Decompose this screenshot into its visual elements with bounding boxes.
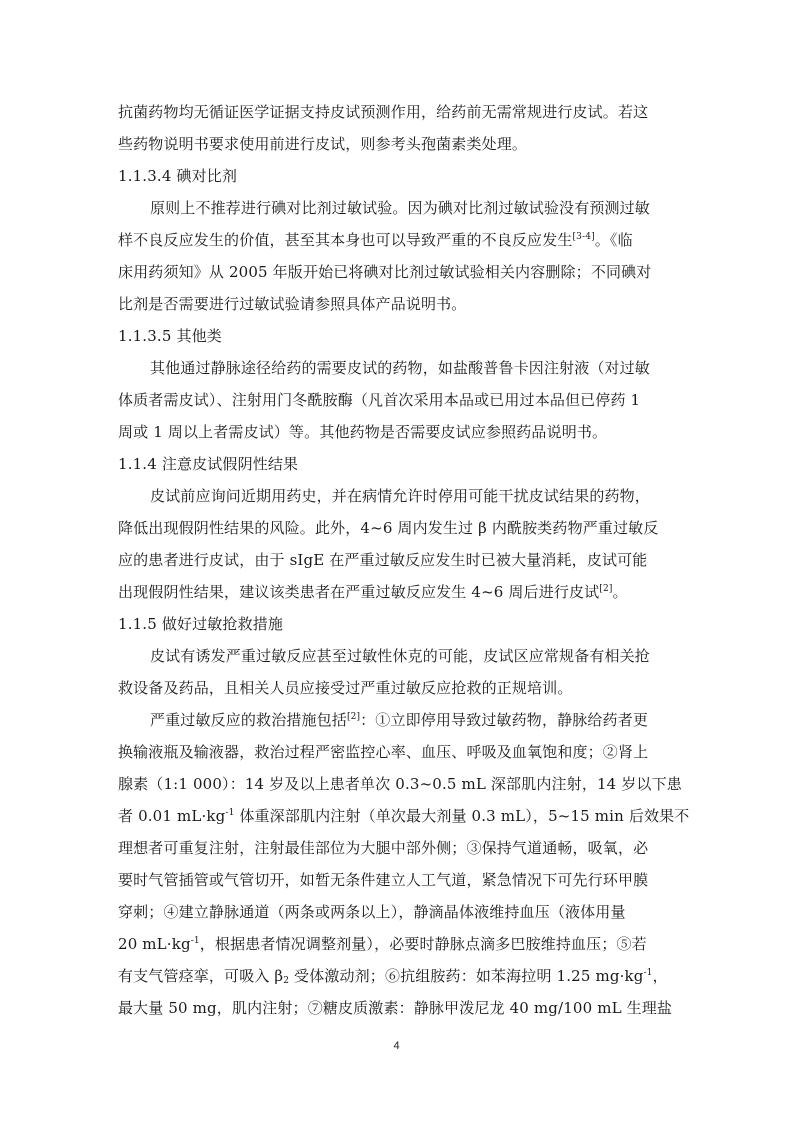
text-run: ：①立即停用导致过敏药物，静脉给药者更: [360, 711, 649, 729]
paragraph-line: 抗菌药物均无循证医学证据支持皮试预测作用，给药前无需常规进行皮试。若这: [118, 103, 649, 121]
text-run: 严重过敏反应的救治措施包括: [150, 711, 347, 729]
paragraph-line: 最大量 50 mg，肌内注射；⑦糖皮质激素：静脉甲泼尼龙 40 mg/100 mL 生理盐: [118, 999, 673, 1017]
section-heading-1-1-4: 1.1.4 注意皮试假阴性结果: [118, 455, 299, 473]
paragraph-line: [118, 928, 678, 960]
text-run: 有支气管痉挛，可吸入 β: [118, 967, 284, 985]
paragraph-line: 原则上不推荐进行碘对比剂过敏试验。因为碘对比剂过敏试验没有预测过敏: [150, 199, 650, 217]
paragraph-line: 理想者可重复注射，注射最佳部位为大腿中部外侧；③保持气道通畅，吸氧，必: [118, 839, 649, 857]
body-text: [118, 96, 690, 1024]
paragraph-line: 穿刺；④建立静脉通道（两条或两条以上），静滴晶体液维持血压（液体用量: [118, 903, 626, 921]
text-run: 。《临: [594, 231, 633, 249]
text-run: 20 mL·kg: [118, 935, 191, 953]
citation: [2]: [346, 712, 361, 722]
paragraph-line: 周或 1 周以上者需皮试）等。其他药物是否需要皮试应参照药品说明书。: [118, 423, 608, 441]
paragraph-line: 应的患者进行皮试，由于 sIgE 在严重过敏反应发生时已被大量消耗，皮试可能: [118, 551, 648, 569]
paragraph-line: 些药物说明书要求使用前进行皮试，则参考头孢菌素类处理。: [118, 135, 528, 153]
paragraph-line: 皮试有诱发严重过敏反应甚至过敏性休克的可能，皮试区应常规备有相关抢: [150, 647, 650, 665]
section-heading-1-1-3-5: 1.1.3.5 其他类: [118, 327, 222, 345]
paragraph-line: [118, 800, 690, 832]
paragraph-line: [118, 576, 678, 608]
paragraph-line: 床用药须知》从 2005 年版开始已将碘对比剂过敏试验相关内容删除；不同碘对: [118, 263, 652, 281]
page-number: 4: [393, 1040, 400, 1052]
paragraph-line: 比剂是否需要进行过敏试验请参照具体产品说明书。: [118, 295, 467, 313]
text-run: 体重深部肌内注射（单次最大剂量 0.3 mL），5~15 min 后效果不: [234, 807, 690, 825]
citation: [2]: [599, 584, 613, 594]
paragraph-line: 腺素（1:1 000）：14 岁及以上患者单次 0.3~0.5 mL 深部肌内注射，14 岁以下患: [118, 775, 682, 793]
paragraph-line: 换输液瓶及输液器，救治过程严密监控心率、血压、呼吸及血氧饱和度；②肾上: [118, 743, 649, 761]
text-run: ，: [652, 967, 668, 985]
text-run: 样不良反应发生的价值，甚至其本身也可以导致严重的不良反应发生: [118, 231, 573, 249]
paragraph-line: 其他通过静脉途径给药的需要皮试的药物，如盐酸普鲁卡因注射液（对过敏: [150, 359, 650, 377]
paragraph-line: [118, 704, 678, 736]
paragraph-line: 皮试前应询问近期用药史，并在病情允许时停用可能干扰皮试结果的药物，: [150, 487, 650, 505]
paragraph-line: 要时气管插管或气管切开，如暂无条件建立人工气道，紧急情况下可先行环甲膜: [118, 871, 649, 889]
text-run: ，根据患者情况调整剂量），必要时静脉点滴多巴胺维持血压；⑤若: [199, 935, 647, 953]
paragraph-line: [118, 960, 678, 992]
text-run: 受体激动剂；⑥抗组胺药：如苯海拉明 1.25 mg·kg: [289, 967, 644, 985]
paragraph-line: [118, 224, 678, 256]
paragraph-line: 救设备及药品，且相关人员应接受过严重过敏反应抢救的正规培训。: [118, 679, 573, 697]
text-run: 。: [612, 583, 628, 601]
text-run: 出现假阴性结果，建议该类患者在严重过敏反应发生 4~6 周后进行皮试: [118, 583, 600, 601]
text-run: 者 0.01 mL·kg: [118, 807, 226, 825]
section-heading-1-1-5: 1.1.5 做好过敏抢救措施: [118, 615, 284, 633]
paragraph-line: 降低出现假阴性结果的风险。此外，4~6 周内发生过 β 内酰胺类药物严重过敏反: [118, 519, 659, 537]
section-heading-1-1-3-4: 1.1.3.4 碘对比剂: [118, 167, 238, 185]
subscript: 2: [283, 976, 290, 986]
citation: [3-4]: [572, 232, 595, 242]
superscript: -1: [190, 936, 200, 946]
superscript: -1: [643, 968, 653, 978]
superscript: -1: [225, 808, 235, 818]
paragraph-line: 体质者需皮试）、注射用门冬酰胺酶（凡首次采用本品或已用过本品但已停药 1: [118, 391, 641, 409]
